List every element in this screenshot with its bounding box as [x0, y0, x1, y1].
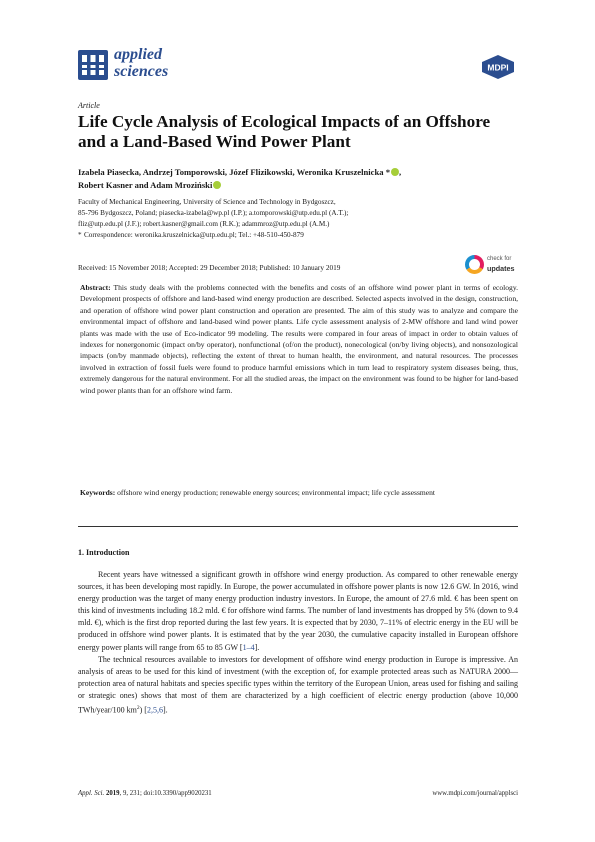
correspondence: Correspondence: weronika.kruszelnicka@utp.edu.pl; Tel.: +48-510-450-879	[84, 231, 304, 239]
mdpi-logo-text: MDPI	[487, 62, 509, 73]
check-updates-label-bottom: updates	[487, 264, 515, 273]
footer-citation	[78, 790, 212, 797]
keywords-text: offshore wind energy production; renewable energy sources; environmental impact; life cycle assessment	[117, 488, 436, 497]
journal-logo-icon	[78, 50, 108, 80]
paragraph	[78, 654, 518, 717]
correspondence-mark: *	[78, 231, 82, 239]
orcid-icon[interactable]	[213, 181, 221, 189]
abstract-text: This study deals with the problems connected with the benefits and costs of an offshore wind power plant in terms of ecology. Development prospects of offshore and land-based wind energy production are described. Selected aspects involved in the design, construction, and operation of offshore wind power plant construction and operation are presented. The aim of this study was to analyze and compare the environmental impact of offshore and land-based wind power plants. Life cycle assessment analysis of 2-MW offshore and land wind power plants was made with the use of Eco-indicator 99 modeling. The results were compared in four areas of impact in order to obtain values of indexes for nonergonomic (impact on/by operator), nonfunctional (of/on the product), nonecological (on/by living objects), and nonsozological impacts (on/by manmade objects), reflecting the extent of threat to human health, the environment, and natural resources. The processes involved in extraction of fossil fuels were found to produce harmful emissions which in turn lead to respiratory system diseases being, thus, extremely dangerous for the natural environment. For all the studied areas, the impact on the environment was found to be higher for land-based wind power plants than for an offshore wind farm.	[80, 283, 518, 395]
affiliation-block	[78, 197, 518, 241]
section-divider	[78, 526, 518, 527]
check-updates-icon	[465, 255, 484, 274]
authors-line1: Izabela Piasecka, Andrzej Tomporowski, Józef Flizikowski, Weronika Kruszelnicka *	[78, 167, 391, 177]
check-for-updates-button[interactable]	[465, 253, 521, 277]
section-heading: 1. Introduction	[78, 548, 130, 557]
keywords-label: Keywords:	[80, 488, 116, 497]
superscript: 2	[136, 705, 140, 712]
footer-journal-abbrev: Appl. Sci.	[78, 790, 105, 797]
introduction-body	[78, 569, 518, 717]
footer-url[interactable]: www.mdpi.com/journal/applsci	[432, 790, 518, 797]
orcid-icon[interactable]	[391, 168, 399, 176]
journal-name	[114, 46, 168, 80]
author-list: Izabela Piasecka, Andrzej Tomporowski, Józef Flizikowski, Weronika Kruszelnicka * , Robert Kasner and Adam Mroziński	[78, 167, 402, 190]
publication-dates: Received: 15 November 2018; Accepted: 29 December 2018; Published: 10 January 2019	[78, 263, 341, 272]
journal-name-line2: sciences	[114, 63, 169, 80]
affiliation-line1: Faculty of Mechanical Engineering, University of Science and Technology in Bydgoszcz,	[78, 198, 336, 206]
article-type: Article	[78, 101, 100, 110]
check-updates-label-top: check for	[487, 256, 512, 262]
article-title: Life Cycle Analysis of Ecological Impacts of an Offshore and a Land-Based Wind Power Plant	[78, 112, 491, 151]
paragraph-text: ].	[254, 642, 260, 652]
abstract	[80, 282, 518, 396]
citation-link[interactable]: 1–4	[242, 642, 255, 652]
paragraph	[78, 569, 518, 654]
paragraph-text: ].	[162, 705, 168, 715]
authors-line2: Robert Kasner and Adam Mroziński	[78, 180, 213, 190]
citation-link[interactable]: 2,5,6	[146, 705, 163, 715]
paragraph-text: ) [	[139, 705, 147, 715]
abstract-label: Abstract:	[80, 283, 111, 292]
paragraph-text: The technical resources available to investors for development of offshore wind energy production in Europe is impressive. An analysis of areas to be used for this kind of investment (with the exception of, for example protected areas such as NATURA 2000—protection area of natural habitats and species specific types within the territory of the European Union, areas used for fishing and sailing or strategic ones) shows that most of them are characterized by a high coefficient of electric energy production (above 10,000 TWh/year/100 km	[78, 654, 518, 715]
affiliation-line3: fliz@utp.edu.pl (J.F.); robert.kasner@gmail.com (R.K.); adammroz@utp.edu.pl (A.M.)	[78, 220, 330, 228]
affiliation-line2: 85-796 Bydgoszcz, Poland; piasecka-izabela@wp.pl (I.P.); a.tomporowski@utp.edu.pl (A.T.);	[78, 209, 349, 217]
mdpi-logo-icon	[480, 54, 516, 80]
footer-year: 2019	[105, 790, 120, 797]
journal-name-line1: applied	[114, 46, 162, 63]
paragraph-text: Recent years have witnessed a significant growth in offshore wind energy production. As compared to other renewable energy sources, it has been developing most rapidly. In Europe, the power accumulated in offshore power plants is now 12.6 GW. In 2016, wind energy production was the target of many energy production industry investors. In Europe, the amount of 27.6 mld. € has been spent on this kind of investments including 18.2 mld. € for offshore wind farms. The number of land investments has dropped by 5% (down to 9.4 mld. €), which is the first drop reported during the last few years. It is expected that by 2030, 7–11% of electric energy in the EU will be produced in offshore wind power plants. It is estimated that by the year 2030, the cumulative capacity installed in European offshore energy power plants will range from 65 to 85 GW [	[78, 570, 518, 652]
footer-citation-rest: , 9, 231; doi:10.3390/app9020231	[119, 790, 212, 797]
keywords	[80, 487, 518, 498]
